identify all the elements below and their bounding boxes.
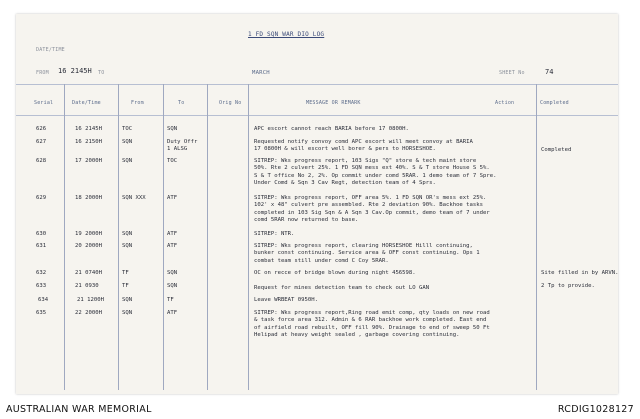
from-cell: SQN XXX	[122, 195, 146, 201]
datetime-cell: 21 0740H	[75, 270, 102, 276]
to-cell: ATF	[167, 243, 178, 249]
log-title: 1 FD SQN WAR DIO LOG	[248, 31, 325, 38]
serial-cell: 635	[36, 310, 47, 316]
message-cell: SITREP: Wks progress report,Ring road emit comp, qty loads on new road & task force area 312. Admin & 6 RAR backhoe work completed. East end of airfield road rebuilt, OFF fill 90%. Drainage to end of sweep 50 Ft Helipad at heavy weight sealed , garbage covering continuing.	[254, 310, 490, 339]
from-cell: SQN	[122, 139, 133, 145]
serial-cell: 630	[36, 231, 47, 237]
message-cell: OC on recce of bridge blown during night 456598.	[254, 270, 416, 276]
serial-cell: 626	[36, 126, 47, 132]
message-cell: SITREP: Wks progress report, OFF area 5%. 1 FD SQN OR's mess ext 25%. 102' x 48" culvert pre assembled. Rte 2 deviation 90%. Backhoe tasks completed in 103 Sig Sqn & A Sqn 3 Cav.Op commit, demo team of 7 under comd 5RAR now returned to base.	[254, 195, 490, 224]
col-message: MESSAGE OR REMARK	[306, 100, 361, 106]
from-value: 16 2145H	[58, 67, 92, 75]
message-cell: Requested notify convoy comd APC escort will meet convoy at BARIA 17 0800H & will escort well borer & pers to HORSESHOE.	[254, 139, 473, 153]
datetime-cell: 22 2000H	[75, 310, 102, 316]
header-top-rule	[16, 84, 618, 85]
month-label: MARCH	[252, 70, 270, 76]
archive-reference: RCDIG1028127	[557, 404, 634, 415]
serial-cell: 634	[38, 297, 49, 303]
col-datetime: Date/Time	[72, 100, 101, 106]
to-cell: Duty Offr 1 ALSG	[167, 139, 198, 153]
to-cell: TF	[167, 297, 174, 303]
col-rule-2	[118, 84, 119, 390]
sheet-number: 74	[545, 68, 554, 76]
serial-cell: 631	[36, 243, 47, 249]
action-cell: 2 Tp to provide.	[541, 283, 595, 289]
from-cell: TF	[122, 283, 129, 289]
col-action: Action	[495, 100, 515, 106]
col-rule-3	[163, 84, 164, 390]
col-from: From	[131, 100, 144, 106]
sheet-label: SHEET No	[499, 70, 525, 76]
datetime-cell: 19 2000H	[75, 231, 102, 237]
to-cell: ATF	[167, 231, 178, 237]
unit-label: DATE/TIME	[36, 47, 65, 53]
message-cell: SITREP: Wks progress report, clearing HORSESHOE Hilll continuing, bunker const continuing. Service area & OFF const continuing. Ops 1 combat team still under comd C Coy 5RAR.	[254, 243, 480, 264]
serial-cell: 629	[36, 195, 47, 201]
datetime-cell: 21 0930	[75, 283, 99, 289]
serial-cell: 628	[36, 158, 47, 164]
action-cell: Completed	[541, 147, 572, 153]
message-cell: SITREP: NTR.	[254, 231, 295, 237]
col-rule-4	[207, 84, 208, 390]
from-cell: SQN	[122, 158, 133, 164]
datetime-cell: 21 1200H	[77, 297, 104, 303]
datetime-cell: 17 2000H	[75, 158, 102, 164]
col-rule-6	[536, 84, 537, 390]
datetime-cell: 16 2150H	[75, 139, 102, 145]
col-serial: Serial	[34, 100, 54, 106]
from-cell: SQN	[122, 297, 133, 303]
to-cell: ATF	[167, 195, 178, 201]
serial-cell: 633	[36, 283, 47, 289]
col-completed: Completed	[540, 100, 569, 106]
from-cell: SQN	[122, 231, 133, 237]
header-bottom-rule	[16, 115, 618, 116]
message-cell: SITREP: Wks progress report, 103 Sigs "Q" store & tech maint store 50%. Rte 2 culvert 25%. 1 FD SQN mess ext 40%. S & T store House S 5%. S & T office No 2, 2%. Op commit under comd 5RAR. 1 demo team of 7 Spre. Under Comd & Sqn 3 Cav Regt, detection team of 4 Sprs.	[254, 158, 497, 187]
col-rule-1	[64, 84, 65, 390]
to-cell: TOC	[167, 158, 178, 164]
serial-cell: 632	[36, 270, 47, 276]
from-cell: SQN	[122, 310, 133, 316]
archive-name: AUSTRALIAN WAR MEMORIAL	[6, 404, 152, 415]
col-rule-5	[248, 84, 249, 390]
to-cell: SQN	[167, 270, 178, 276]
to-cell: SQN	[167, 126, 178, 132]
message-cell: Leave WRBEAT 0950H.	[254, 297, 318, 303]
col-to: To	[178, 100, 185, 106]
from-cell: SQN	[122, 243, 133, 249]
message-cell: Request for mines detection team to check out LO GAN	[254, 285, 430, 291]
to-label: TO	[98, 70, 105, 76]
datetime-cell: 16 2145H	[75, 126, 102, 132]
from-cell: TOC	[122, 126, 133, 132]
message-cell: APC escort cannot reach BARIA before 17 0800H.	[254, 126, 409, 132]
from-cell: TF	[122, 270, 129, 276]
from-label: FROM	[36, 70, 49, 76]
serial-cell: 627	[36, 139, 47, 145]
col-orig-no: Orig No	[219, 100, 242, 106]
datetime-cell: 18 2000H	[75, 195, 102, 201]
datetime-cell: 20 2000H	[75, 243, 102, 249]
action-cell: Site filled in by ARVN.	[541, 270, 619, 276]
to-cell: ATF	[167, 310, 178, 316]
to-cell: SQN	[167, 283, 178, 289]
